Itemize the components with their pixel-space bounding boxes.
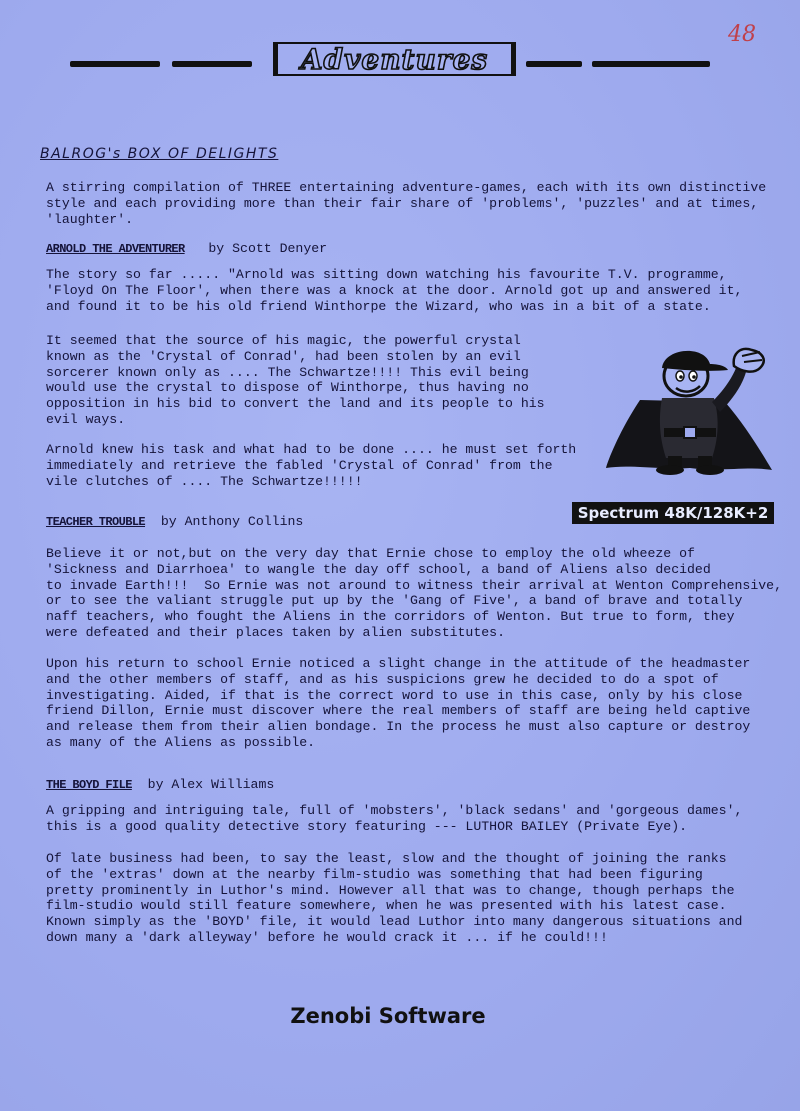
text-line: friend Dillon, Ernie must discover where the real members of staff are being held captive [46,703,751,719]
text-line: Upon his return to school Ernie noticed a slight change in the attitude of the headmaster [46,656,751,671]
section-title: BALROG's BOX OF DELIGHTS [40,146,279,162]
text-line: investigating. Aided, if that is the correct word to use in this case, only by his close [46,687,743,703]
text-line: A stirring compilation of THREE entertaining adventure-games, each with its own distinctive [46,180,767,195]
game-paragraph [46,851,742,946]
platform-badge: Spectrum 48K/128K+2 [572,502,774,524]
text-line: and found it to be his old friend Winthorpe the Wizard, who was in a bit of a state. [46,298,711,314]
text-line: 'Floyd On The Floor', when there was a knock at the door. Arnold got up and answered it, [46,282,743,298]
game-paragraph [46,546,782,641]
text-line: known as the 'Crystal of Conrad', had been stolen by an evil [46,348,521,364]
publisher-name: Zenobi Software [290,1004,486,1028]
game-paragraph [46,333,545,428]
banner-rule [592,61,710,67]
intro-paragraph [46,180,766,227]
game-heading [46,514,303,531]
game-title: THE BOYD FILE [46,778,132,792]
banner-rule [172,61,252,67]
text-line: pretty prominently in Luthor's mind. However all that was to change, though perhaps the [46,882,735,898]
text-line: naff teachers, who fought the Aliens in the corridors of Wenton. But true to form, they [46,609,735,625]
text-line: immediately and retrieve the fabled 'Crystal of Conrad' from the [46,457,553,473]
text-line: A gripping and intriguing tale, full of 'mobsters', 'black sedans' and 'gorgeous dames', [46,803,743,818]
text-line: were defeated and their places taken by alien substitutes. [46,624,505,640]
text-line: 'Sickness and Diarrhoea' to wangle the day off school, a band of Aliens also decided [46,561,711,577]
publisher-footer [0,1004,800,1028]
banner-rule [526,61,582,67]
handwritten-page-number: 48 [728,22,756,47]
game-paragraph [46,442,576,489]
game-author: by Alex Williams [147,777,275,792]
game-heading [46,241,327,258]
game-paragraph [46,656,750,751]
banner-title: Adventures [300,42,489,76]
text-line: as many of the Aliens as possible. [46,734,316,750]
game-title: ARNOLD THE ADVENTURER [46,242,185,256]
text-line: of the 'extras' down at the nearby film-studio was something that had been figuring [46,866,703,882]
text-line: Of late business had been, to say the least, slow and the thought of joining the ranks [46,851,727,866]
text-line: this is a good quality detective story featuring --- LUTHOR BAILEY (Private Eye). [46,818,688,834]
text-line: Believe it or not,but on the very day that Ernie chose to employ the old wheeze of [46,546,695,561]
text-line: sorcerer known only as .... The Schwartze!!!! This evil being [46,364,529,380]
text-line: to invade Earth!!! So Ernie was not around to witness their arrival at Wenton Comprehensive, [46,577,782,593]
text-line: and the other members of staff, and as his suspicions grew he decided to do a spot of [46,671,719,687]
text-line: It seemed that the source of his magic, the powerful crystal [46,333,521,348]
game-author: by Anthony Collins [160,514,304,529]
game-paragraph [46,803,742,835]
banner-logo [273,42,516,76]
text-line: opposition in his bid to convert the land and its people to his [46,396,545,412]
text-line: style and each providing more than their fair share of 'problems', 'puzzles' and at times, [46,195,759,211]
text-line: The story so far ..... "Arnold was sitting down watching his favourite T.V. programme, [46,267,727,282]
text-line: or to see the valiant struggle put up by the 'Gang of Five', a band of brave and totally [46,593,743,609]
text-line: evil ways. [46,411,126,427]
text-line: vile clutches of .... The Schwartze!!!!! [46,473,363,489]
game-author: by Scott Denyer [208,241,328,256]
banner-rule [70,61,160,67]
text-line: film-studio would still feature somewhere, when he was presented with his latest case. [46,898,727,914]
cartoon-character-illustration [600,340,780,478]
text-line: down many a 'dark alleyway' before he would crack it ... if he could!!! [46,929,608,945]
header-banner [70,40,710,80]
text-line: 'laughter'. [46,211,134,227]
game-heading [46,777,274,794]
text-line: Arnold knew his task and what had to be done .... he must set forth [46,442,577,457]
text-line: Known simply as the 'BOYD' file, it would lead Luthor into many dangerous situations and [46,914,743,930]
text-line: and release them from their alien bondage. In the process he must also capture or destroy [46,719,751,735]
text-line: would use the crystal to dispose of Winthorpe, thus having no [46,380,529,396]
game-title: TEACHER TROUBLE [46,515,146,529]
game-paragraph [46,267,742,314]
